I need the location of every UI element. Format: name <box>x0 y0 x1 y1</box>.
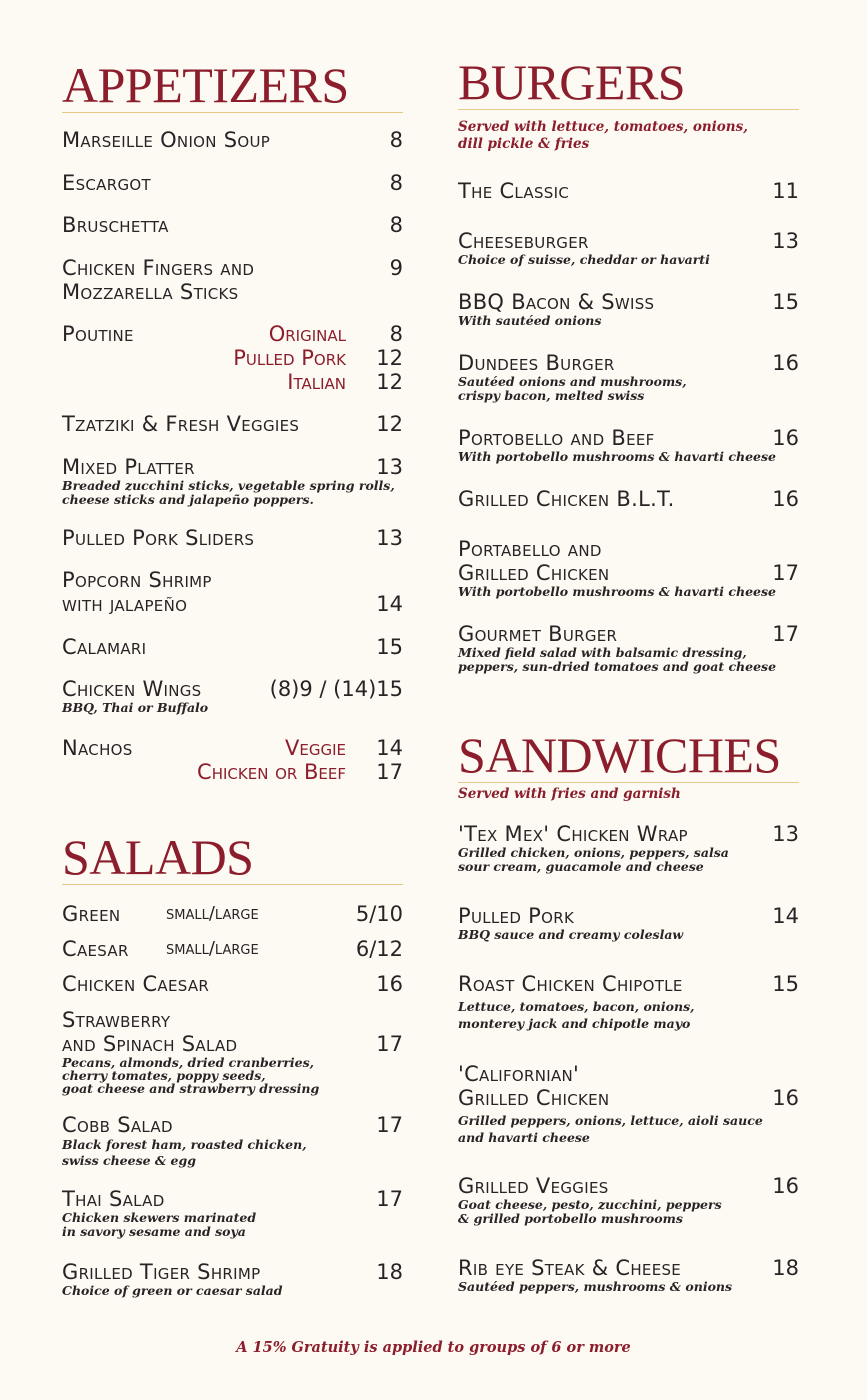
menu-item <box>62 902 403 926</box>
item-price: 16 <box>772 1086 799 1110</box>
menu-item <box>458 1062 799 1146</box>
item-name: Pulled Pork Sliders <box>62 526 255 550</box>
item-price: 5/10 <box>355 902 403 926</box>
item-price: 17 <box>772 561 799 585</box>
item-name: Rib eye Steak & Cheese <box>458 1256 682 1280</box>
item-name: Nachos <box>62 736 133 760</box>
option-label: Pulled Pork <box>233 346 346 370</box>
item-price: 8 <box>389 171 403 195</box>
option-price: 14 <box>376 736 403 760</box>
item-description: Choice of green or caesar salad <box>62 1283 283 1298</box>
item-price: 17 <box>376 1187 403 1211</box>
item-name: Dundees Burger <box>458 351 615 375</box>
item-price: 15 <box>772 290 799 314</box>
item-description: Choice of suisse, cheddar or havarti <box>458 252 710 267</box>
item-name: Mixed Platter <box>62 455 195 479</box>
item-description: Chicken skewers marinated in savory sesame and soya <box>62 1210 257 1239</box>
item-price: 17 <box>376 1113 403 1137</box>
menu-item <box>458 179 799 203</box>
option-label: Italian <box>287 370 346 394</box>
option-label: Veggie <box>285 736 346 760</box>
burgers-note: Served with lettuce, tomatoes, onions, dill pickle & fries <box>458 119 748 152</box>
menu-item <box>62 972 403 996</box>
menu-item <box>62 256 403 304</box>
item-name: Cheeseburger <box>458 229 589 253</box>
size-label: small/large <box>166 938 259 959</box>
option-price: 17 <box>376 760 403 784</box>
item-price: 16 <box>376 972 403 996</box>
item-name: Chicken Wings <box>62 677 202 701</box>
option-price: 8 <box>389 322 403 346</box>
menu-item <box>458 822 799 874</box>
item-price: 11 <box>772 179 799 203</box>
option-label: Original <box>268 322 346 346</box>
item-name: Popcorn Shrimp with jalapeño <box>62 568 212 616</box>
item-name: Thai Salad <box>62 1187 165 1211</box>
item-price: (8)9 / (14)15 <box>269 677 403 701</box>
item-description: Sautéed peppers, mushrooms & onions <box>458 1279 733 1294</box>
option-label: Chicken or Beef <box>197 760 346 784</box>
item-price: 13 <box>376 455 403 479</box>
menu-item <box>458 972 799 1032</box>
item-name: Grilled Chicken B.L.T. <box>458 487 675 511</box>
item-price: 18 <box>772 1256 799 1280</box>
menu-item <box>458 290 799 328</box>
item-price: 13 <box>376 526 403 550</box>
item-name: Bruschetta <box>62 213 169 237</box>
salads-heading: SALADS <box>62 832 403 885</box>
menu-item <box>62 1008 403 1095</box>
item-price: 13 <box>772 822 799 846</box>
item-name: Cobb Salad <box>62 1113 173 1137</box>
item-description: Sautéed onions and mushrooms, crispy bacon, melted swiss <box>458 374 687 403</box>
item-price: 14 <box>376 592 403 616</box>
menu-item <box>458 487 799 511</box>
option-price: 12 <box>376 370 403 394</box>
item-price: 6/12 <box>355 937 403 961</box>
item-description: BBQ, Thai or Buffalo <box>62 700 209 715</box>
item-description: With sautéed onions <box>458 313 602 328</box>
menu-item <box>458 904 799 942</box>
menu-item <box>62 455 403 507</box>
menu-item <box>62 213 403 237</box>
item-price: 8 <box>389 213 403 237</box>
item-price: 8 <box>389 128 403 152</box>
item-description: Grilled peppers, onions, lettuce, aioli sauce and havarti cheese <box>458 1113 763 1145</box>
menu-item <box>62 1113 403 1169</box>
item-name: Chicken Caesar <box>62 972 210 996</box>
item-price: 15 <box>772 972 799 996</box>
item-name: Tzatziki & Fresh Veggies <box>62 412 300 436</box>
menu-item <box>62 635 403 659</box>
menu-item <box>62 1260 403 1298</box>
menu-item <box>62 128 403 152</box>
item-name: Portabello and Grilled Chicken <box>458 537 610 585</box>
item-price: 14 <box>772 904 799 928</box>
item-name: Calamari <box>62 635 147 659</box>
item-price: 17 <box>772 622 799 646</box>
item-name: Caesar <box>62 937 129 961</box>
item-name: Chicken Fingers and Mozzarella Sticks <box>62 256 255 304</box>
item-description: Lettuce, tomatoes, bacon, onions, monterey jack and chipotle mayo <box>458 999 695 1031</box>
item-description: BBQ sauce and creamy coleslaw <box>458 927 684 942</box>
item-name: Grilled Tiger Shrimp <box>62 1260 261 1284</box>
item-description: Breaded zucchini sticks, vegetable spring rolls, cheese sticks and jalapeño poppers. <box>62 478 395 507</box>
menu-item <box>458 622 799 674</box>
item-description: With portobello mushrooms & havarti cheese <box>458 584 776 599</box>
item-name: Grilled Veggies <box>458 1174 609 1198</box>
menu-item-nachos <box>62 736 403 784</box>
item-name: Pulled Pork <box>458 904 575 928</box>
item-name: Green <box>62 902 121 926</box>
item-description: Pecans, almonds, dried cranberries, cherry tomates, poppy seeds, goat cheese and strawberry dressing <box>62 1055 320 1096</box>
item-description: Grilled chicken, onions, peppers, salsa sour cream, guacamole and cheese <box>458 845 729 874</box>
menu-item <box>458 229 799 267</box>
item-name: Gourmet Burger <box>458 622 618 646</box>
sandwiches-heading: SANDWICHES <box>458 730 799 783</box>
menu-item <box>62 1187 403 1239</box>
item-name: Poutine <box>62 322 134 346</box>
item-price: 12 <box>376 412 403 436</box>
menu-item <box>62 937 403 961</box>
item-description: Goat cheese, pesto, zucchini, peppers & grilled portobello mushrooms <box>458 1197 722 1226</box>
menu-item <box>458 537 799 599</box>
menu-item <box>458 426 799 464</box>
menu-item <box>458 1174 799 1226</box>
sandwiches-note: Served with fries and garnish <box>458 786 681 802</box>
item-description: Mixed field salad with balsamic dressing, peppers, sun-dried tomatoes and goat cheese <box>458 645 777 674</box>
menu-item <box>62 171 403 195</box>
gratuity-note: A 15% Gratuity is applied to groups of 6 or more <box>236 1339 631 1356</box>
item-name: Roast Chicken Chipotle <box>458 972 683 996</box>
option-price: 12 <box>376 346 403 370</box>
burgers-heading: BURGERS <box>458 57 799 110</box>
item-name: 'Tex Mex' Chicken Wrap <box>458 822 688 846</box>
item-name: Portobello and Beef <box>458 426 655 450</box>
menu-item <box>62 412 403 436</box>
item-description: With portobello mushrooms & havarti cheese <box>458 449 776 464</box>
item-name: 'Californian' Grilled Chicken <box>458 1062 610 1110</box>
menu-item-poutine <box>62 322 403 394</box>
menu-item <box>62 677 403 715</box>
item-name: Strawberry and Spinach Salad <box>62 1008 238 1056</box>
menu-item <box>458 1256 799 1294</box>
item-price: 16 <box>772 351 799 375</box>
item-name: The Classic <box>458 179 570 203</box>
item-price: 13 <box>772 229 799 253</box>
menu-item <box>458 351 799 403</box>
item-description: Black forest ham, roasted chicken, swiss cheese & egg <box>62 1137 307 1168</box>
item-price: 15 <box>376 635 403 659</box>
item-name: Marseille Onion Soup <box>62 128 271 152</box>
item-name: BBQ Bacon & Swiss <box>458 290 655 314</box>
item-price: 16 <box>772 487 799 511</box>
appetizers-heading: APPETIZERS <box>62 60 403 113</box>
item-price: 9 <box>389 256 403 280</box>
size-label: small/large <box>166 903 259 924</box>
menu-item <box>62 568 403 616</box>
item-price: 16 <box>772 1174 799 1198</box>
item-name: Escargot <box>62 171 151 195</box>
item-price: 18 <box>376 1260 403 1284</box>
item-price: 16 <box>772 426 799 450</box>
menu-item <box>62 526 403 550</box>
item-price: 17 <box>376 1032 403 1056</box>
